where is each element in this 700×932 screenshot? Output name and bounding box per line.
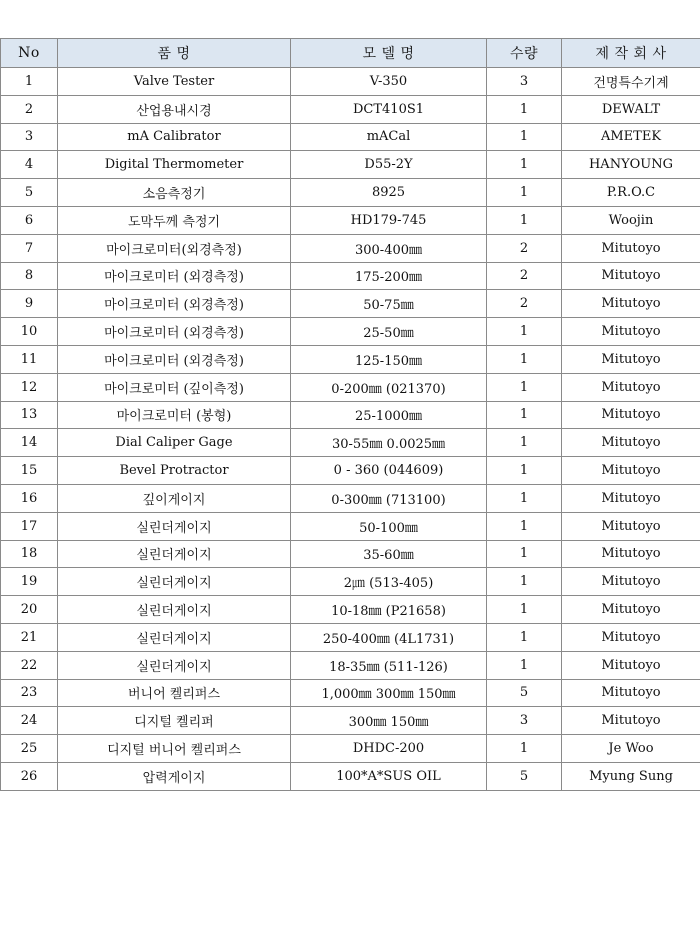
cell-quantity: 1 — [487, 123, 562, 151]
cell-quantity: 1 — [487, 179, 562, 207]
cell-model: 50-100㎜ — [291, 512, 487, 540]
cell-manufacturer: DEWALT — [562, 95, 700, 123]
cell-manufacturer: Mitutoyo — [562, 484, 700, 512]
table-row — [1, 735, 700, 763]
cell-no: 9 — [1, 290, 58, 318]
cell-model: 175-200㎜ — [291, 262, 487, 290]
table-row — [1, 596, 700, 624]
cell-no: 2 — [1, 95, 58, 123]
cell-no: 16 — [1, 484, 58, 512]
cell-item-name: 소음측정기 — [58, 179, 291, 207]
cell-manufacturer: Myung Sung — [562, 762, 700, 790]
table-row — [1, 401, 700, 429]
cell-model: 2㎛ (513-405) — [291, 568, 487, 596]
cell-no: 1 — [1, 68, 58, 96]
cell-item-name: 버니어 켈리퍼스 — [58, 679, 291, 707]
column-header-no: No — [1, 39, 58, 68]
cell-no: 4 — [1, 151, 58, 179]
cell-quantity: 1 — [487, 735, 562, 763]
cell-no: 25 — [1, 735, 58, 763]
table-row — [1, 762, 700, 790]
table-row — [1, 457, 700, 485]
table-row — [1, 151, 700, 179]
table-header-row — [1, 39, 700, 68]
cell-quantity: 1 — [487, 345, 562, 373]
table-row — [1, 373, 700, 401]
equipment-table — [0, 38, 700, 791]
cell-item-name: 실린더게이지 — [58, 540, 291, 568]
cell-manufacturer: Mitutoyo — [562, 596, 700, 624]
table-row — [1, 95, 700, 123]
cell-quantity: 1 — [487, 318, 562, 346]
cell-item-name: Bevel Protractor — [58, 457, 291, 485]
equipment-list-sheet — [0, 38, 700, 791]
table-row — [1, 290, 700, 318]
cell-manufacturer: Mitutoyo — [562, 262, 700, 290]
cell-manufacturer: Mitutoyo — [562, 707, 700, 735]
cell-manufacturer: Mitutoyo — [562, 679, 700, 707]
cell-item-name: Dial Caliper Gage — [58, 429, 291, 457]
table-row — [1, 540, 700, 568]
table-row — [1, 179, 700, 207]
cell-item-name: 실린더게이지 — [58, 596, 291, 624]
cell-manufacturer: Mitutoyo — [562, 651, 700, 679]
cell-no: 26 — [1, 762, 58, 790]
cell-model: 25-50㎜ — [291, 318, 487, 346]
cell-item-name: 깊이게이지 — [58, 484, 291, 512]
table-body — [1, 68, 700, 791]
cell-manufacturer: Mitutoyo — [562, 568, 700, 596]
cell-model: 100*A*SUS OIL — [291, 762, 487, 790]
cell-manufacturer: AMETEK — [562, 123, 700, 151]
cell-manufacturer: Mitutoyo — [562, 345, 700, 373]
cell-item-name: 도막두께 측정기 — [58, 206, 291, 234]
cell-quantity: 3 — [487, 68, 562, 96]
cell-quantity: 1 — [487, 429, 562, 457]
cell-quantity: 1 — [487, 623, 562, 651]
cell-no: 23 — [1, 679, 58, 707]
table-row — [1, 484, 700, 512]
cell-model: mACal — [291, 123, 487, 151]
table-row — [1, 68, 700, 96]
cell-item-name: 디지털 켈리퍼 — [58, 707, 291, 735]
cell-quantity: 5 — [487, 679, 562, 707]
table-row — [1, 318, 700, 346]
cell-no: 10 — [1, 318, 58, 346]
cell-manufacturer: Mitutoyo — [562, 234, 700, 262]
column-header-manufacturer: 제 작 회 사 — [562, 39, 700, 68]
cell-quantity: 1 — [487, 540, 562, 568]
table-row — [1, 707, 700, 735]
cell-manufacturer: Mitutoyo — [562, 290, 700, 318]
cell-model: 300㎜ 150㎜ — [291, 707, 487, 735]
cell-no: 22 — [1, 651, 58, 679]
cell-manufacturer: Mitutoyo — [562, 373, 700, 401]
cell-manufacturer: Mitutoyo — [562, 401, 700, 429]
cell-item-name: 실린더게이지 — [58, 512, 291, 540]
table-row — [1, 429, 700, 457]
cell-model: 25-1000㎜ — [291, 401, 487, 429]
cell-model: 30-55㎜ 0.0025㎜ — [291, 429, 487, 457]
cell-no: 19 — [1, 568, 58, 596]
cell-quantity: 1 — [487, 596, 562, 624]
cell-item-name: 실린더게이지 — [58, 623, 291, 651]
cell-quantity: 2 — [487, 262, 562, 290]
cell-no: 5 — [1, 179, 58, 207]
cell-manufacturer: HANYOUNG — [562, 151, 700, 179]
cell-model: 10-18㎜ (P21658) — [291, 596, 487, 624]
cell-quantity: 2 — [487, 234, 562, 262]
cell-item-name: Digital Thermometer — [58, 151, 291, 179]
cell-no: 8 — [1, 262, 58, 290]
cell-model: D55-2Y — [291, 151, 487, 179]
cell-item-name: Valve Tester — [58, 68, 291, 96]
cell-no: 11 — [1, 345, 58, 373]
cell-model: 35-60㎜ — [291, 540, 487, 568]
cell-no: 17 — [1, 512, 58, 540]
cell-quantity: 1 — [487, 373, 562, 401]
cell-no: 12 — [1, 373, 58, 401]
cell-item-name: 압력게이지 — [58, 762, 291, 790]
table-row — [1, 206, 700, 234]
cell-quantity: 1 — [487, 457, 562, 485]
cell-item-name: 디지털 버니어 켈리퍼스 — [58, 735, 291, 763]
cell-item-name: 산업용내시경 — [58, 95, 291, 123]
cell-manufacturer: Mitutoyo — [562, 540, 700, 568]
cell-manufacturer: Mitutoyo — [562, 429, 700, 457]
table-row — [1, 234, 700, 262]
cell-manufacturer: 건명특수기계 — [562, 68, 700, 96]
cell-item-name: 마이크로미터 (깊이측정) — [58, 373, 291, 401]
cell-no: 6 — [1, 206, 58, 234]
cell-no: 24 — [1, 707, 58, 735]
cell-quantity: 1 — [487, 401, 562, 429]
cell-no: 21 — [1, 623, 58, 651]
cell-model: 125-150㎜ — [291, 345, 487, 373]
cell-item-name: 마이크로미터 (봉형) — [58, 401, 291, 429]
cell-model: 300-400㎜ — [291, 234, 487, 262]
cell-item-name: 실린더게이지 — [58, 568, 291, 596]
cell-manufacturer: Mitutoyo — [562, 512, 700, 540]
cell-manufacturer: Woojin — [562, 206, 700, 234]
cell-no: 15 — [1, 457, 58, 485]
cell-no: 13 — [1, 401, 58, 429]
cell-quantity: 5 — [487, 762, 562, 790]
cell-quantity: 1 — [487, 568, 562, 596]
column-header-item-name: 품 명 — [58, 39, 291, 68]
cell-item-name: 마이크로미터 (외경측정) — [58, 318, 291, 346]
cell-model: 18-35㎜ (511-126) — [291, 651, 487, 679]
cell-model: 0-200㎜ (021370) — [291, 373, 487, 401]
table-row — [1, 679, 700, 707]
cell-item-name: 마이크로미터(외경측정) — [58, 234, 291, 262]
cell-quantity: 1 — [487, 651, 562, 679]
cell-model: 1,000㎜ 300㎜ 150㎜ — [291, 679, 487, 707]
cell-quantity: 2 — [487, 290, 562, 318]
cell-manufacturer: Mitutoyo — [562, 457, 700, 485]
column-header-quantity: 수량 — [487, 39, 562, 68]
table-row — [1, 651, 700, 679]
cell-model: DCT410S1 — [291, 95, 487, 123]
cell-no: 18 — [1, 540, 58, 568]
cell-item-name: mA Calibrator — [58, 123, 291, 151]
table-row — [1, 262, 700, 290]
cell-quantity: 1 — [487, 206, 562, 234]
table-row — [1, 345, 700, 373]
table-row — [1, 568, 700, 596]
cell-manufacturer: Mitutoyo — [562, 318, 700, 346]
cell-item-name: 실린더게이지 — [58, 651, 291, 679]
cell-model: 250-400㎜ (4L1731) — [291, 623, 487, 651]
cell-quantity: 3 — [487, 707, 562, 735]
cell-manufacturer: Mitutoyo — [562, 623, 700, 651]
cell-no: 3 — [1, 123, 58, 151]
cell-quantity: 1 — [487, 512, 562, 540]
table-row — [1, 623, 700, 651]
table-row — [1, 123, 700, 151]
cell-quantity: 1 — [487, 95, 562, 123]
cell-no: 14 — [1, 429, 58, 457]
cell-quantity: 1 — [487, 151, 562, 179]
cell-manufacturer: Je Woo — [562, 735, 700, 763]
cell-model: HD179-745 — [291, 206, 487, 234]
cell-no: 20 — [1, 596, 58, 624]
cell-quantity: 1 — [487, 484, 562, 512]
cell-model: DHDC-200 — [291, 735, 487, 763]
cell-item-name: 마이크로미터 (외경측정) — [58, 262, 291, 290]
cell-no: 7 — [1, 234, 58, 262]
cell-model: 0 - 360 (044609) — [291, 457, 487, 485]
cell-model: 50-75㎜ — [291, 290, 487, 318]
cell-item-name: 마이크로미터 (외경측정) — [58, 345, 291, 373]
cell-model: 0-300㎜ (713100) — [291, 484, 487, 512]
cell-manufacturer: P.R.O.C — [562, 179, 700, 207]
cell-model: 8925 — [291, 179, 487, 207]
cell-model: V-350 — [291, 68, 487, 96]
cell-item-name: 마이크로미터 (외경측정) — [58, 290, 291, 318]
column-header-model: 모 델 명 — [291, 39, 487, 68]
table-row — [1, 512, 700, 540]
